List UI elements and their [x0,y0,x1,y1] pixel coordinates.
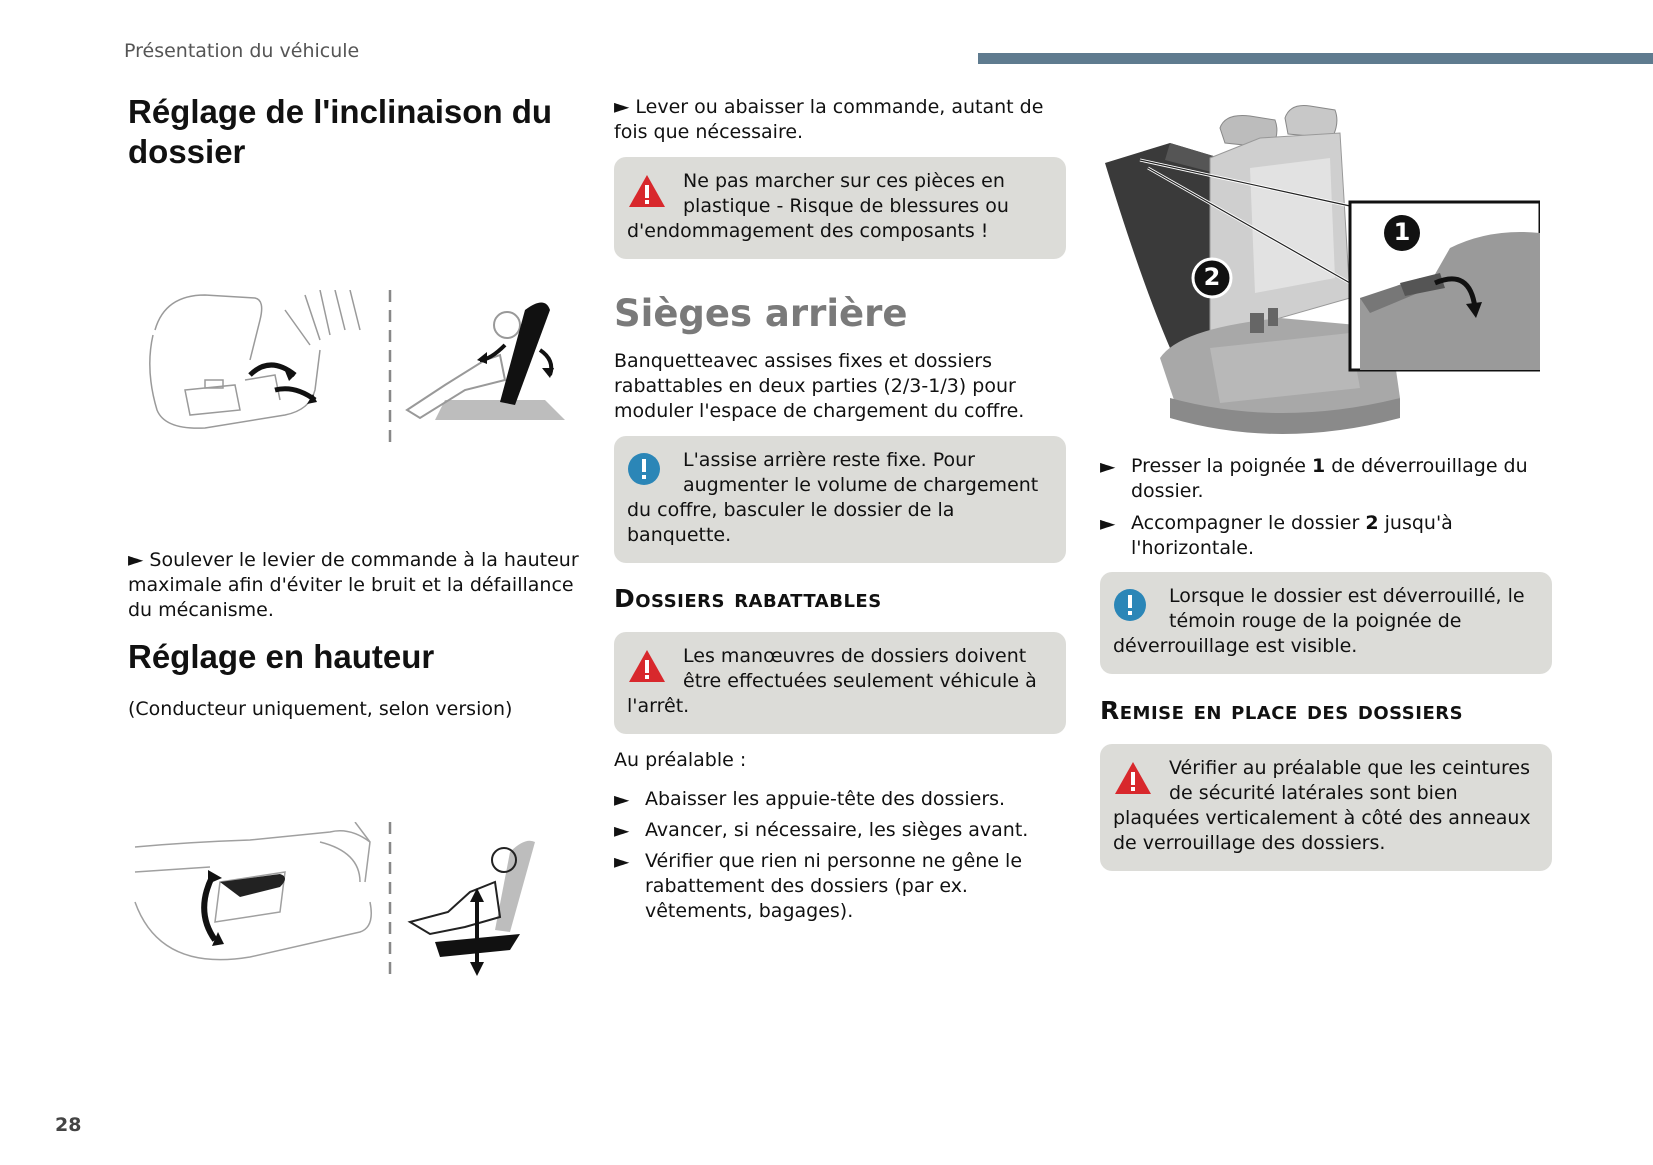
arrow-icon: ► [614,849,630,873]
prerequisite-steps [614,787,1066,924]
warning-box-plastic: Ne pas marcher sur ces pièces en plastique - Risque de blessures ou d'endommagement des composants ! [614,157,1066,259]
arrow-icon: ► [614,818,630,842]
arrow-icon: ► [614,787,630,811]
callout-1: 1 [1393,218,1411,246]
arrow-icon: ► [128,547,144,571]
callout-2: 2 [1203,263,1221,291]
list-item: ► Abaisser les appuie-tête des dossiers. [614,787,1006,811]
list-item: ► Vérifier que rien ni personne ne gêne le rabattement des dossiers (par ex. vêtements, bagages). [614,849,1023,922]
arrow-icon: ► [1100,454,1116,478]
info-box-fixed-seat: L'assise arrière reste fixe. Pour augmenter le volume de chargement du coffre, basculer le dossier de la banquette. [614,436,1066,563]
title-backrest-recline: Réglage de l'inclinaison du dossier [128,93,553,170]
subsection-restore-backrests: Remise en place des dossiers [1100,696,1464,725]
unlock-steps [1100,454,1552,561]
warning-box-stopped: Les manœuvres de dossiers doivent être effectuées seulement véhicule à l'arrêt. [614,632,1066,734]
arrow-icon: ► [614,94,630,118]
height-adjust-note: (Conducteur uniquement, selon version) [128,698,513,720]
recline-illustration [145,290,565,445]
bullet-lift-lever: ► Soulever le levier de commande à la hauteur maximale afin d'éviter le bruit et la défaillance du mécanisme. [128,547,579,621]
warning-triangle-icon [627,644,683,694]
column-left [128,92,588,172]
info-circle-icon [1113,584,1169,634]
arrow-icon: ► [1100,511,1116,535]
info-box-red-indicator: Lorsque le dossier est déverrouillé, le témoin rouge de la poignée de déverrouillage est visible. [1100,572,1552,674]
info-circle-icon [627,448,683,498]
rear-seat-illustration [1100,98,1540,450]
section-header: Présentation du véhicule [124,40,360,62]
rear-seats-intro: Banquetteavec assises fixes et dossiers rabattables en deux parties (2/3-1/3) pour moduler l'espace de chargement du coffre. [614,350,1025,422]
section-title-rear-seats: Sièges arrière [614,292,908,335]
warning-triangle-icon [627,169,683,219]
subsection-folding-backrests: Dossiers rabattables [614,584,882,613]
page-number: 28 [55,1114,82,1136]
list-item: ► Presser la poignée 1 de déverrouillage du dossier. [1100,454,1528,502]
title-height-adjust: Réglage en hauteur [128,638,435,675]
header-bar [978,53,1653,64]
list-item: ► Avancer, si nécessaire, les sièges avant. [614,818,1029,842]
list-item: ► Accompagner le dossier 2 jusqu'à l'horizontale. [1100,511,1453,559]
prerequisite-label: Au préalable : [614,749,747,771]
warning-triangle-icon [1113,756,1169,806]
bullet-raise-lower: ► Lever ou abaisser la commande, autant de fois que nécessaire. [614,94,1044,143]
warning-box-seatbelts: Vérifier au préalable que les ceintures de sécurité latérales sont bien plaquées verticalement à côté des anneaux de verrouillage des dossiers. [1100,744,1552,871]
height-illustration [130,822,550,977]
